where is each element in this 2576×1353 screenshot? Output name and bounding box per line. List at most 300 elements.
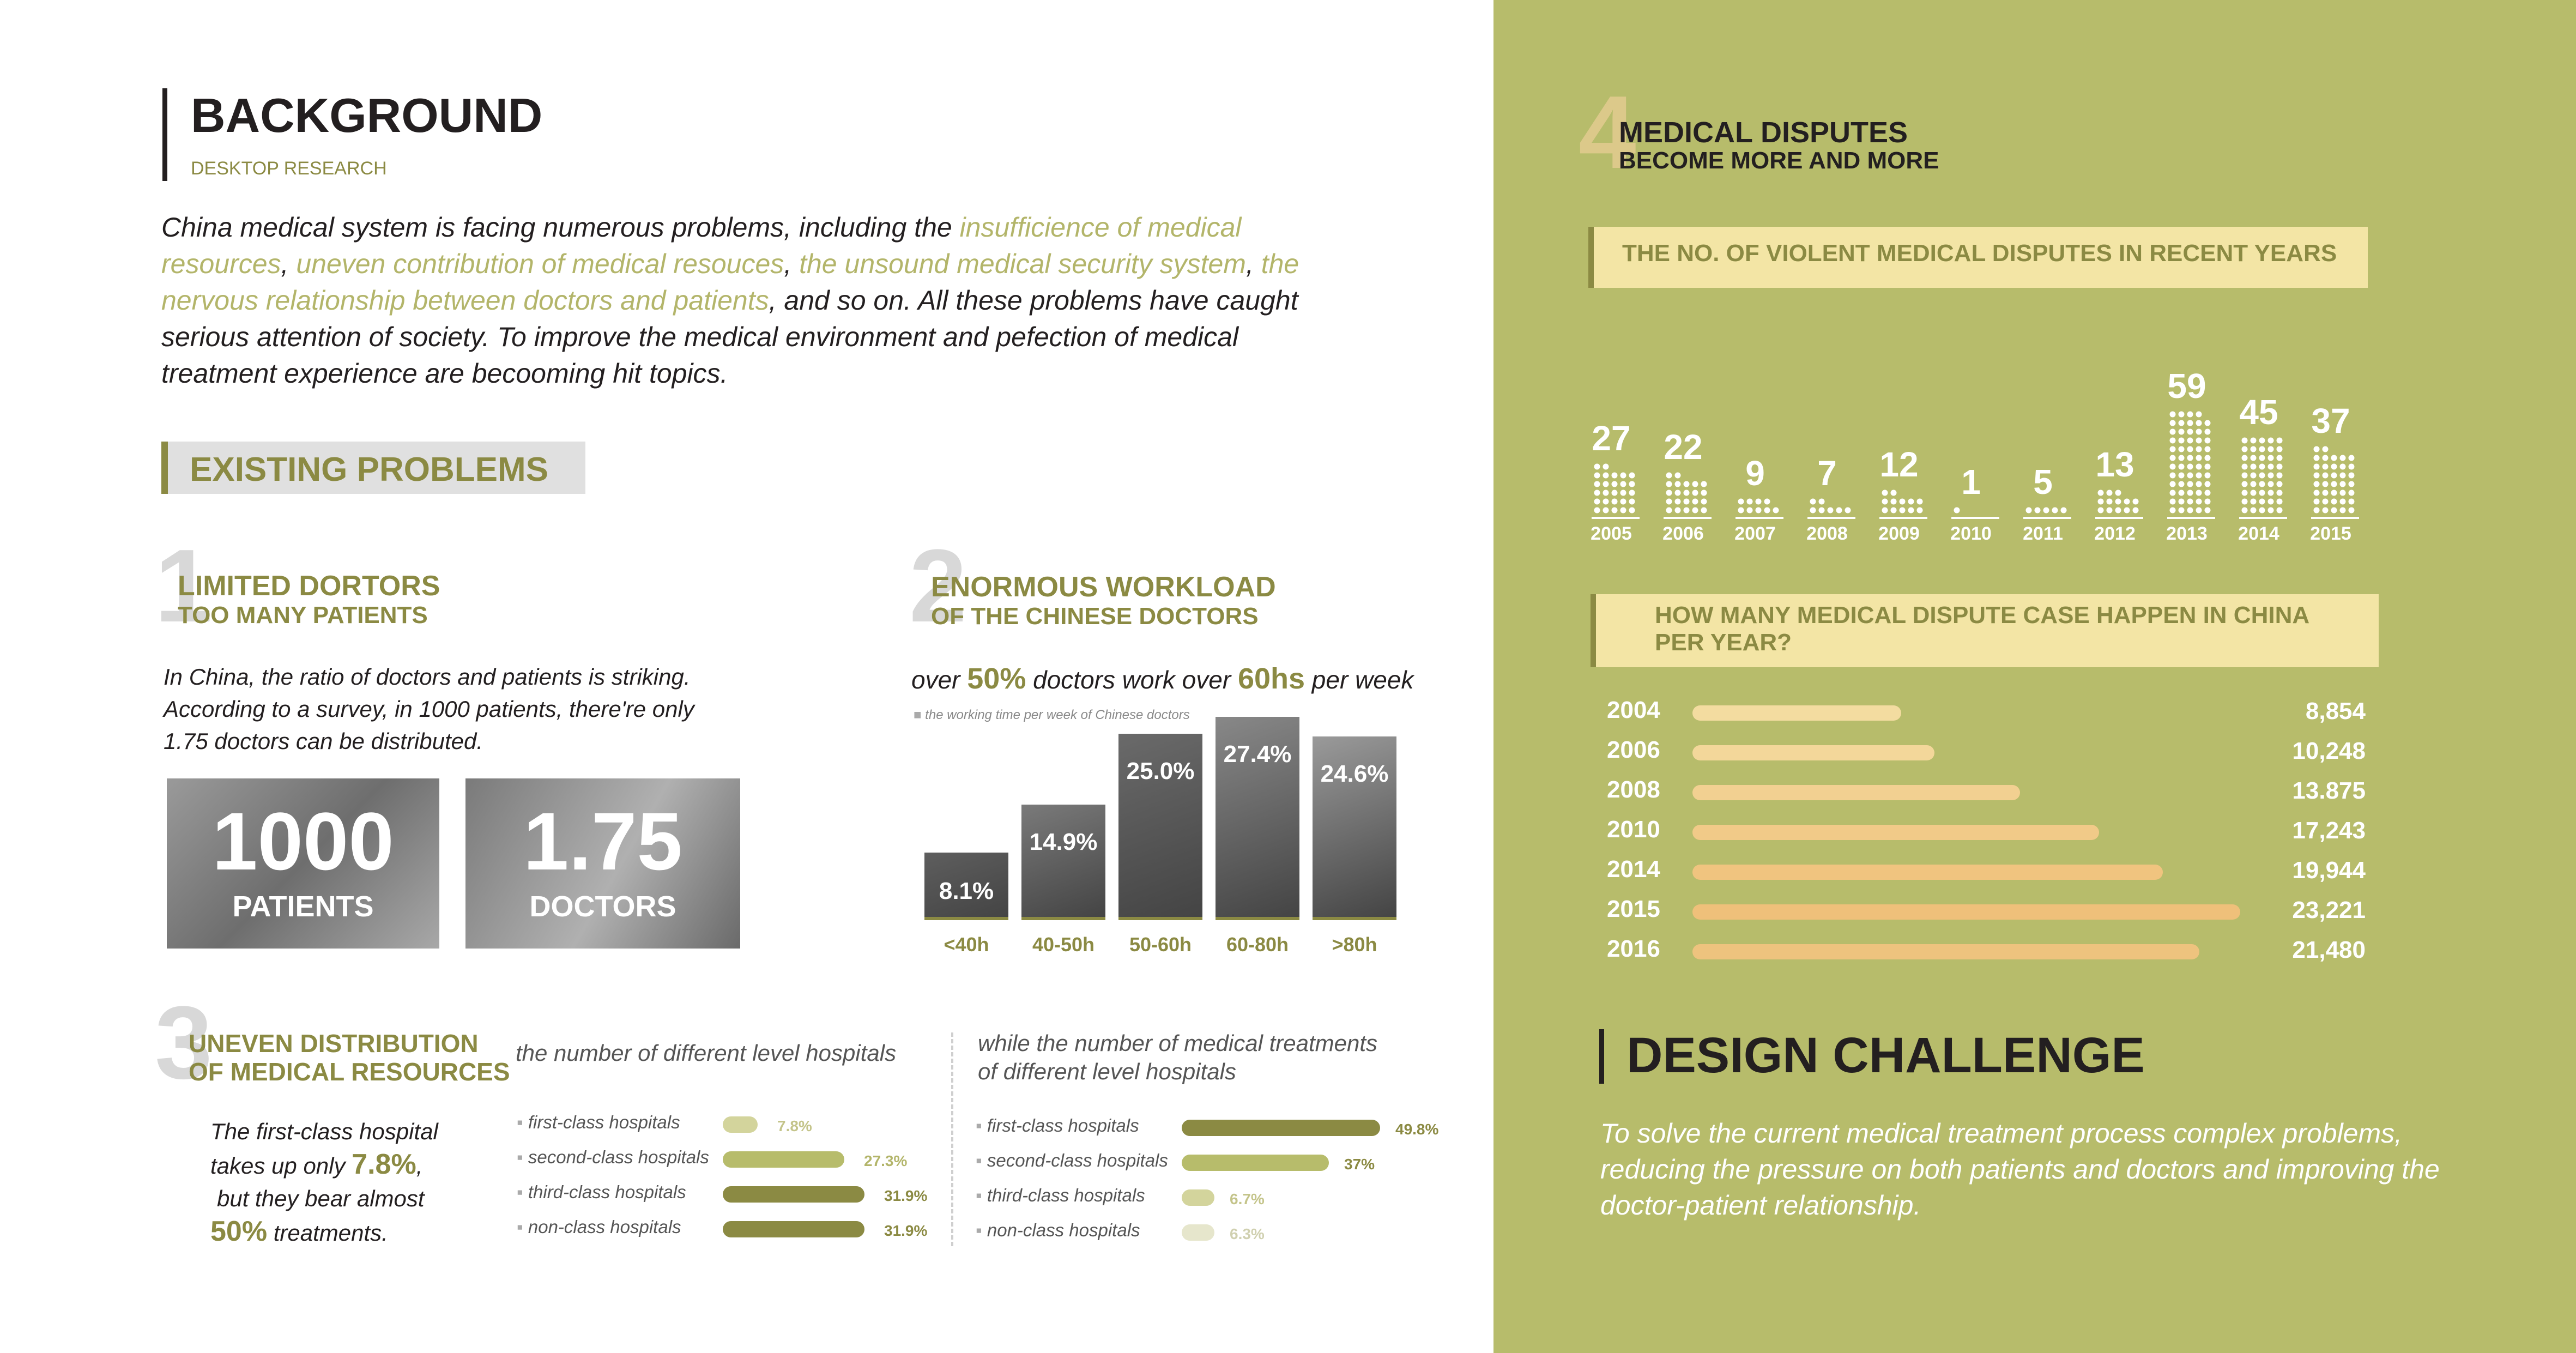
- workload-category-label: 60-80h: [1226, 933, 1289, 956]
- dispute-dot: [2052, 508, 2058, 514]
- problem-3-title-1: UNEVEN DISTRIBUTION: [189, 1029, 479, 1058]
- case-bar: [1692, 785, 2020, 800]
- dispute-dot: [2277, 473, 2283, 479]
- dispute-dot: [1845, 508, 1851, 514]
- dispute-dot: [1692, 481, 1698, 487]
- dispute-dot: [2349, 464, 2355, 470]
- workload-bar: [1313, 736, 1396, 920]
- dispute-dot: [1684, 508, 1690, 514]
- dispute-dot: [1666, 473, 1672, 479]
- case-year-label: 2008: [1607, 776, 1660, 803]
- dispute-dot: [2242, 481, 2248, 487]
- dispute-dot: [2340, 481, 2346, 487]
- dispute-dot: [1675, 481, 1681, 487]
- dispute-cases-title-1: HOW MANY MEDICAL DISPUTE CASE HAPPEN IN CHINA: [1655, 602, 2310, 629]
- hospital-bar: [723, 1151, 844, 1168]
- dispute-dot: [2331, 499, 2337, 505]
- dispute-dot: [1603, 481, 1609, 487]
- problem-4-title-1: MEDICAL DISPUTES: [1619, 116, 1908, 149]
- dispute-dot: [1891, 490, 1897, 496]
- dispute-dot: [2314, 446, 2320, 452]
- dispute-dot: [2340, 508, 2346, 514]
- dispute-dots: [1952, 506, 1996, 515]
- dispute-dot: [1603, 499, 1609, 505]
- dispute-dot: [2268, 490, 2274, 496]
- case-year-label: 2004: [1607, 697, 1660, 723]
- dispute-baseline: [2167, 517, 2215, 519]
- dispute-baseline: [1736, 517, 1783, 519]
- hospital-bar-value: 6.3%: [1230, 1225, 1265, 1242]
- dispute-dot: [2187, 464, 2193, 470]
- dispute-dot: [1594, 490, 1600, 496]
- dispute-dot: [2179, 429, 2185, 435]
- dispute-dot: [2277, 446, 2283, 452]
- case-bar: [1692, 904, 2240, 920]
- dispute-dot: [2331, 473, 2337, 479]
- hospital-bar: [1182, 1120, 1380, 1136]
- dispute-dot: [2268, 473, 2274, 479]
- dispute-dots: [1593, 462, 1636, 515]
- dispute-dot: [2242, 446, 2248, 452]
- hospital-level-label: ▪ first-class hospitals: [517, 1112, 680, 1133]
- dispute-dot: [2196, 420, 2202, 426]
- dispute-dot: [1900, 499, 1906, 505]
- dispute-dot: [2170, 429, 2176, 435]
- problem-3-text: [210, 1115, 438, 1249]
- dispute-baseline: [1951, 517, 1999, 519]
- problem-1-number: 1: [155, 528, 213, 644]
- problem-2-number: 2: [909, 528, 967, 644]
- case-bar: [1692, 944, 2199, 959]
- dispute-dot: [1594, 481, 1600, 487]
- dispute-dot: [1908, 508, 1914, 514]
- dispute-dot: [2242, 464, 2248, 470]
- case-value-label: 17,243: [2292, 817, 2366, 844]
- dispute-dot: [2314, 481, 2320, 487]
- dispute-dot: [2268, 438, 2274, 444]
- workload-bar-label: 14.9%: [1029, 829, 1098, 855]
- dispute-dot: [2251, 490, 2257, 496]
- highlight-phrase: the unsound medical security system: [799, 249, 1246, 279]
- problem-3-title-2: OF MEDICAL RESOURCES: [189, 1058, 510, 1086]
- hospital-bar: [1182, 1189, 1214, 1206]
- dispute-dot: [2061, 508, 2067, 514]
- dispute-dot: [2251, 473, 2257, 479]
- dispute-dot: [1612, 508, 1618, 514]
- dispute-dot: [1701, 499, 1707, 505]
- dispute-dot: [2170, 420, 2176, 426]
- dispute-dot: [2043, 508, 2049, 514]
- dispute-dots: [2312, 445, 2356, 515]
- dispute-dot: [2277, 464, 2283, 470]
- dispute-baseline: [2095, 517, 2143, 519]
- dispute-value-label: 59: [2167, 366, 2206, 406]
- dispute-year-label: 2008: [1806, 523, 1848, 544]
- dispute-dot: [2196, 481, 2202, 487]
- dispute-dot: [2179, 481, 2185, 487]
- hospital-bar: [1182, 1224, 1214, 1241]
- dispute-value-label: 7: [1817, 454, 1837, 493]
- dispute-dot: [2259, 473, 2265, 479]
- dispute-dot: [1666, 499, 1672, 505]
- dispute-dot: [1756, 508, 1762, 514]
- dispute-dot: [2133, 499, 2139, 505]
- dispute-year-label: 2006: [1662, 523, 1704, 544]
- dispute-value-label: 22: [1664, 427, 1703, 467]
- dispute-dot: [2331, 481, 2337, 487]
- dispute-dot: [2179, 446, 2185, 452]
- case-year-label: 2016: [1607, 935, 1660, 962]
- dispute-value-label: 45: [2239, 392, 2278, 432]
- dispute-dot: [1612, 499, 1618, 505]
- dispute-dot: [2196, 412, 2202, 418]
- dispute-dot: [2268, 481, 2274, 487]
- dispute-dot: [2205, 499, 2211, 505]
- dispute-dot: [2179, 464, 2185, 470]
- dispute-dot: [2187, 508, 2193, 514]
- dispute-dot: [2196, 464, 2202, 470]
- dispute-dot: [2277, 508, 2283, 514]
- hospital-bar-value: 31.9%: [884, 1187, 928, 1204]
- workload-legend: [914, 708, 1190, 723]
- hospital-level-label: ▪ second-class hospitals: [976, 1150, 1168, 1171]
- dispute-dot: [2179, 455, 2185, 461]
- dispute-value-label: 1: [1961, 462, 1981, 502]
- dispute-dot: [2179, 490, 2185, 496]
- dispute-dot: [2242, 473, 2248, 479]
- hospital-bar-value: 27.3%: [864, 1152, 908, 1169]
- dispute-dot: [2259, 446, 2265, 452]
- dispute-dot: [2187, 412, 2193, 418]
- dispute-value-label: 12: [1879, 445, 1919, 484]
- dispute-dot: [2170, 438, 2176, 444]
- doctors-photo: [465, 778, 740, 949]
- dispute-dot: [1692, 508, 1698, 514]
- case-value-label: 8,854: [2305, 698, 2366, 724]
- dispute-dot: [2259, 481, 2265, 487]
- dispute-dot: [2124, 499, 2130, 505]
- dispute-dot: [1675, 473, 1681, 479]
- dispute-dot: [1773, 508, 1779, 514]
- dispute-dot: [1738, 508, 1744, 514]
- dispute-value-label: 37: [2311, 401, 2350, 440]
- dispute-dot: [2179, 473, 2185, 479]
- patients-number: 1000: [212, 795, 394, 887]
- dispute-dot: [2205, 481, 2211, 487]
- dispute-dot: [1612, 481, 1618, 487]
- design-text: To solve the current medical treatment process complex problems, reducing the pressure on both patients and doctors and improving the doctor-patient relationship.: [1600, 1118, 2440, 1221]
- paragraph-text: ,: [1245, 249, 1261, 279]
- problem-4-number: 4: [1579, 75, 1636, 190]
- dispute-dot: [2187, 420, 2193, 426]
- dispute-dot: [1900, 508, 1906, 514]
- dispute-dot: [2242, 455, 2248, 461]
- dispute-dot: [1620, 499, 1626, 505]
- dispute-dot: [1764, 508, 1770, 514]
- hospital-bar-value: 7.8%: [777, 1118, 812, 1134]
- dispute-dot: [2323, 455, 2329, 461]
- dispute-dot: [2349, 455, 2355, 461]
- dispute-value-label: 5: [2033, 462, 2053, 502]
- dispute-dot: [2187, 455, 2193, 461]
- dispute-baseline: [1592, 517, 1640, 519]
- dispute-dot: [1666, 508, 1672, 514]
- dispute-year-label: 2012: [2094, 523, 2136, 544]
- dispute-dot: [1747, 508, 1753, 514]
- dispute-dot: [2196, 429, 2202, 435]
- workload-category-label: >80h: [1332, 933, 1377, 956]
- doctors-number: 1.75: [523, 795, 682, 887]
- design-title: DESIGN CHALLENGE: [1626, 1028, 2145, 1083]
- dispute-dot: [2349, 499, 2355, 505]
- hospital-bar: [723, 1186, 864, 1203]
- dispute-dot: [2251, 455, 2257, 461]
- dispute-dots: [2024, 506, 2068, 515]
- dispute-dot: [2098, 499, 2104, 505]
- dispute-dot: [2314, 490, 2320, 496]
- dispute-dot: [2098, 490, 2104, 496]
- dispute-dot: [2035, 508, 2041, 514]
- dispute-dot: [2170, 446, 2176, 452]
- dispute-dot: [2277, 438, 2283, 444]
- dispute-dot: [1684, 499, 1690, 505]
- dispute-dot: [2205, 420, 2211, 426]
- workload-sentence: [911, 662, 1413, 696]
- hospital-level-label: ▪ non-class hospitals: [517, 1217, 681, 1237]
- dispute-dot: [2277, 481, 2283, 487]
- dispute-dot: [1594, 464, 1600, 470]
- background-subtitle: DESKTOP RESEARCH: [191, 158, 387, 179]
- problem-2-title-1: ENORMOUS WORKLOAD: [931, 571, 1276, 603]
- dispute-dot: [2268, 446, 2274, 452]
- dispute-dot: [2170, 508, 2176, 514]
- dispute-dot: [2268, 464, 2274, 470]
- dispute-dot: [2115, 499, 2121, 505]
- existing-problems-title: EXISTING PROBLEMS: [190, 451, 548, 488]
- dispute-year-label: 2009: [1878, 523, 1920, 544]
- dispute-dot: [2314, 508, 2320, 514]
- background-paragraph: [161, 209, 1360, 392]
- problem-3-line-2: [210, 1148, 438, 1182]
- case-value-label: 19,944: [2292, 857, 2366, 884]
- p3-t2b: 7.8%: [352, 1149, 416, 1180]
- hospital-bar: [723, 1221, 864, 1237]
- dispute-dot: [2242, 490, 2248, 496]
- dispute-dot: [2205, 464, 2211, 470]
- problem-3-number: 3: [155, 985, 213, 1101]
- dispute-dot: [2205, 490, 2211, 496]
- dispute-dot: [2314, 499, 2320, 505]
- dispute-dot: [1629, 490, 1635, 496]
- dispute-dot: [2323, 464, 2329, 470]
- dispute-baseline: [1879, 517, 1927, 519]
- case-year-label: 2015: [1607, 896, 1660, 922]
- workload-category-label: 40-50h: [1032, 933, 1095, 956]
- paragraph-text: China medical system is facing numerous problems, including the: [161, 212, 960, 243]
- workload-category-label: <40h: [944, 933, 989, 956]
- hospital-bar: [1182, 1155, 1329, 1171]
- hospital-bar-value: 49.8%: [1395, 1121, 1439, 1138]
- hospital-level-label: ▪ third-class hospitals: [517, 1182, 686, 1203]
- case-year-label: 2010: [1607, 816, 1660, 843]
- dispute-dot: [1701, 481, 1707, 487]
- dispute-dot: [2340, 473, 2346, 479]
- problem-1-text: In China, the ratio of doctors and patients is striking. According to a survey, in 1000 patients, there're only 1.75 doctors can be distributed.: [164, 664, 694, 754]
- dispute-dot: [2340, 455, 2346, 461]
- dispute-dot: [1666, 490, 1672, 496]
- dispute-dot: [1594, 473, 1600, 479]
- dispute-dot: [2098, 508, 2104, 514]
- dispute-dot: [2196, 473, 2202, 479]
- dispute-dot: [2205, 429, 2211, 435]
- dispute-dot: [1603, 464, 1609, 470]
- dispute-dot: [2179, 508, 2185, 514]
- dispute-dot: [2277, 455, 2283, 461]
- dispute-dot: [2187, 490, 2193, 496]
- case-value-label: 21,480: [2292, 937, 2366, 963]
- problem-3-line-1: The first-class hospital: [210, 1119, 438, 1144]
- background-title: BACKGROUND: [191, 88, 543, 142]
- dispute-dot: [1603, 473, 1609, 479]
- dispute-dot: [2107, 499, 2113, 505]
- dispute-dot: [2331, 490, 2337, 496]
- workload-s2: 50%: [967, 662, 1026, 695]
- dispute-dot: [2323, 446, 2329, 452]
- hospital-bar-value: 6.7%: [1230, 1191, 1265, 1207]
- dispute-dot: [1701, 508, 1707, 514]
- dispute-dot: [2170, 464, 2176, 470]
- dispute-dot: [1594, 499, 1600, 505]
- dispute-baseline: [1664, 517, 1712, 519]
- dispute-value-label: 27: [1592, 419, 1631, 458]
- highlight-phrase: insufficience of medical resources: [161, 212, 1242, 279]
- dispute-dot: [1764, 499, 1770, 505]
- dispute-dot: [1756, 499, 1762, 505]
- dispute-dot: [2196, 499, 2202, 505]
- dispute-dot: [1819, 508, 1825, 514]
- dispute-dot: [2205, 508, 2211, 514]
- dispute-dot: [2268, 508, 2274, 514]
- case-bar: [1692, 825, 2099, 840]
- dispute-dot: [2242, 438, 2248, 444]
- dispute-dot: [2187, 473, 2193, 479]
- dispute-dots: [1737, 497, 1780, 515]
- dispute-dot: [2115, 490, 2121, 496]
- dispute-dot: [2259, 508, 2265, 514]
- dispute-dot: [2259, 464, 2265, 470]
- patients-label: PATIENTS: [232, 890, 374, 923]
- case-year-label: 2014: [1607, 856, 1660, 883]
- workload-bar-label: 27.4%: [1223, 741, 1292, 768]
- dispute-dot: [1684, 490, 1690, 496]
- case-bar: [1692, 705, 1901, 721]
- dispute-dot: [2187, 481, 2193, 487]
- dispute-year-label: 2015: [2310, 523, 2351, 544]
- treatments-chart-title-1: while the number of medical treatments: [978, 1030, 1378, 1056]
- dispute-dot: [2133, 508, 2139, 514]
- dispute-dot: [1701, 490, 1707, 496]
- dispute-dot: [1612, 473, 1618, 479]
- workload-bar: [1216, 717, 1299, 920]
- dispute-dot: [2179, 499, 2185, 505]
- hospital-level-label: ▪ first-class hospitals: [976, 1115, 1139, 1136]
- dispute-dot: [2349, 490, 2355, 496]
- hospital-level-label: ▪ third-class hospitals: [976, 1185, 1145, 1206]
- problem-1-title-2: TOO MANY PATIENTS: [178, 602, 428, 629]
- dispute-dot: [2187, 499, 2193, 505]
- dispute-dot: [1882, 490, 1888, 496]
- dispute-dot: [2187, 429, 2193, 435]
- hospital-level-label: ▪ second-class hospitals: [517, 1147, 709, 1168]
- hospital-bar-value: 37%: [1344, 1156, 1375, 1173]
- dispute-dot: [1882, 499, 1888, 505]
- dispute-dot: [1612, 490, 1618, 496]
- dispute-dot: [2349, 473, 2355, 479]
- treatments-chart-title-2: of different level hospitals: [978, 1059, 1236, 1084]
- dispute-dots: [2168, 410, 2212, 515]
- dispute-dot: [2331, 464, 2337, 470]
- dispute-dot: [1692, 490, 1698, 496]
- workload-s1: over: [911, 666, 967, 694]
- dispute-dot: [1675, 508, 1681, 514]
- dispute-dots: [2240, 436, 2284, 515]
- violent-disputes-title: THE NO. OF VIOLENT MEDICAL DISPUTES IN RECENT YEARS: [1622, 240, 2337, 267]
- workload-s3: doctors work over: [1026, 666, 1238, 694]
- dispute-dot: [2314, 473, 2320, 479]
- dispute-dot: [2323, 481, 2329, 487]
- dispute-dot: [2170, 455, 2176, 461]
- dispute-dots: [1880, 488, 1924, 515]
- dispute-dot: [1836, 508, 1842, 514]
- problem-1-title-1: LIMITED DORTORS: [178, 570, 440, 602]
- dispute-dots: [2096, 488, 2140, 515]
- workload-bar: [1118, 734, 1202, 920]
- hospital-bar: [723, 1116, 758, 1133]
- dispute-dot: [1666, 481, 1672, 487]
- dispute-dot: [2251, 499, 2257, 505]
- dispute-dot: [2196, 508, 2202, 514]
- dispute-dot: [2170, 481, 2176, 487]
- dispute-year-label: 2007: [1734, 523, 1776, 544]
- dispute-dot: [2251, 464, 2257, 470]
- dispute-dot: [2179, 420, 2185, 426]
- dispute-dot: [2268, 499, 2274, 505]
- case-year-label: 2006: [1607, 736, 1660, 763]
- dispute-dot: [2205, 438, 2211, 444]
- dispute-dot: [2187, 446, 2193, 452]
- dispute-dot: [2314, 455, 2320, 461]
- dispute-dot: [2340, 464, 2346, 470]
- case-bar: [1692, 865, 2163, 880]
- chart-divider: [951, 1032, 953, 1246]
- dispute-value-label: 9: [1745, 454, 1765, 493]
- dispute-dot: [1629, 481, 1635, 487]
- patients-photo: [167, 778, 439, 949]
- dispute-dot: [1594, 508, 1600, 514]
- case-bar: [1692, 745, 1934, 760]
- problem-2-title-2: OF THE CHINESE DOCTORS: [931, 603, 1259, 630]
- p3-t2c: ,: [416, 1153, 423, 1179]
- p3-t4a: 50%: [210, 1216, 268, 1247]
- problem-3-line-3: but they bear almost: [217, 1186, 425, 1211]
- hospitals-chart-title: the number of different level hospitals: [516, 1040, 897, 1066]
- dispute-dot: [2124, 508, 2130, 514]
- dispute-year-label: 2010: [1950, 523, 1992, 544]
- dispute-dot: [1954, 508, 1960, 514]
- dispute-dot: [2170, 473, 2176, 479]
- paragraph-text: , and so on. All these problems have caught serious attention of society. To improve the medical environment and pefection of medical treatment experience are becooming hit topics.: [161, 285, 1298, 389]
- hospital-bar-value: 31.9%: [884, 1222, 928, 1239]
